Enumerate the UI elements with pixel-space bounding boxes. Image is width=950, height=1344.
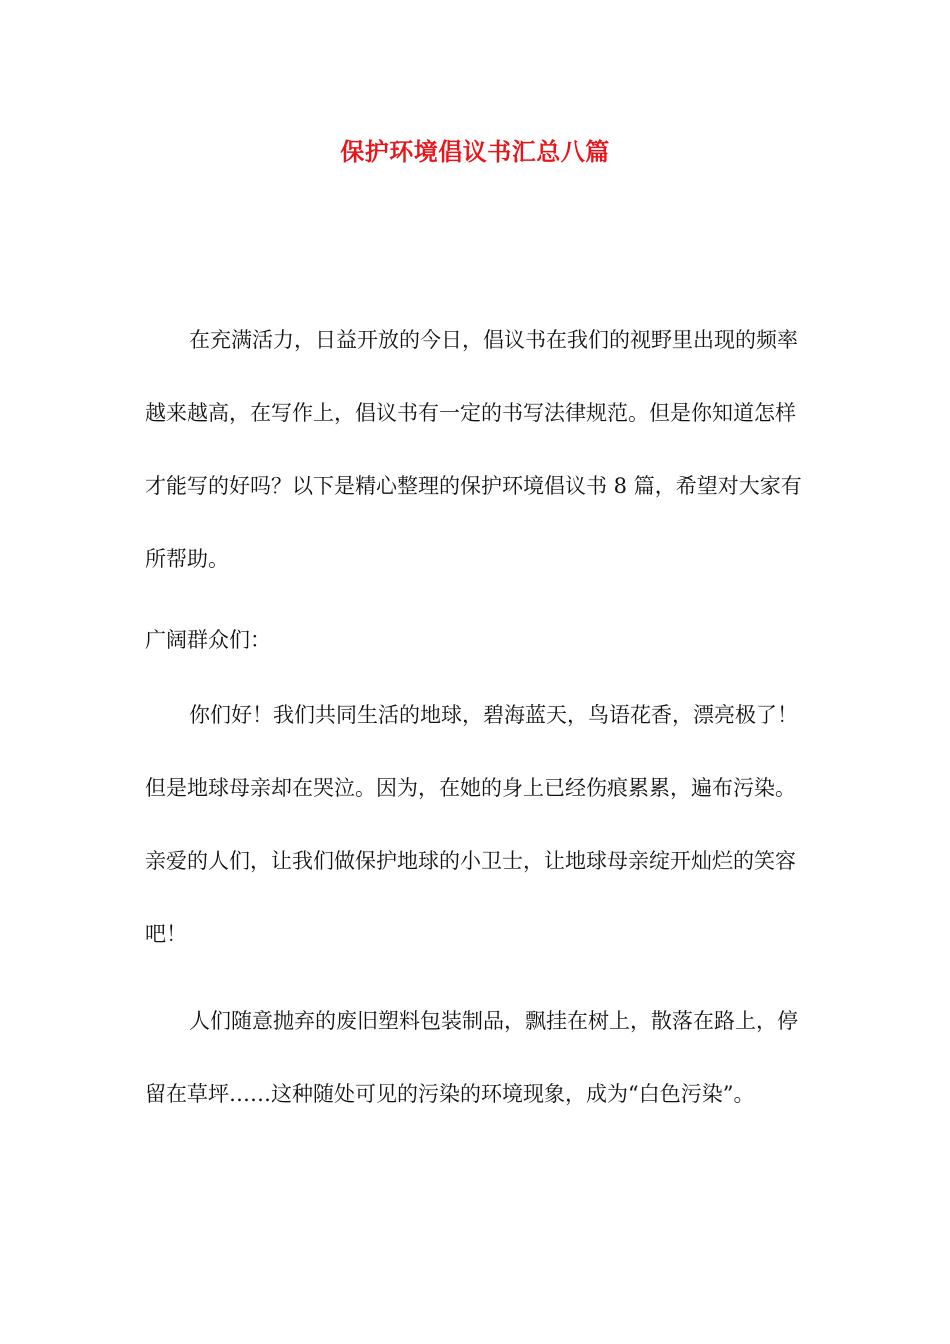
plastic-pollution-paragraph: 人们随意抛弃的废旧塑料包装制品，飘挂在树上，散落在路上，停留在草坪……这种随处可见的污染的环境现象，成为“白色污染”。	[145, 1009, 798, 1106]
intro-paragraph: 在充满活力，日益开放的今日，倡议书在我们的视野里出现的频率越来越高，在写作上，倡议书有一定的书写法律规范。但是你知道怎样才能写的好吗？以下是精心整理的保护环境倡议书 8 篇，希望对大家有所帮助。	[145, 328, 802, 571]
salutation: 广阔群众们：	[145, 628, 271, 652]
document-title: 保护环境倡议书汇总八篇	[340, 137, 610, 166]
greeting-paragraph: 你们好！我们共同生活的地球，碧海蓝天，鸟语花香，漂亮极了！但是地球母亲却在哭泣。因为，在她的身上已经伤痕累累，遍布污染。亲爱的人们，让我们做保护地球的小卫士，让地球母亲绽开灿烂的笑容吧！	[145, 703, 798, 946]
